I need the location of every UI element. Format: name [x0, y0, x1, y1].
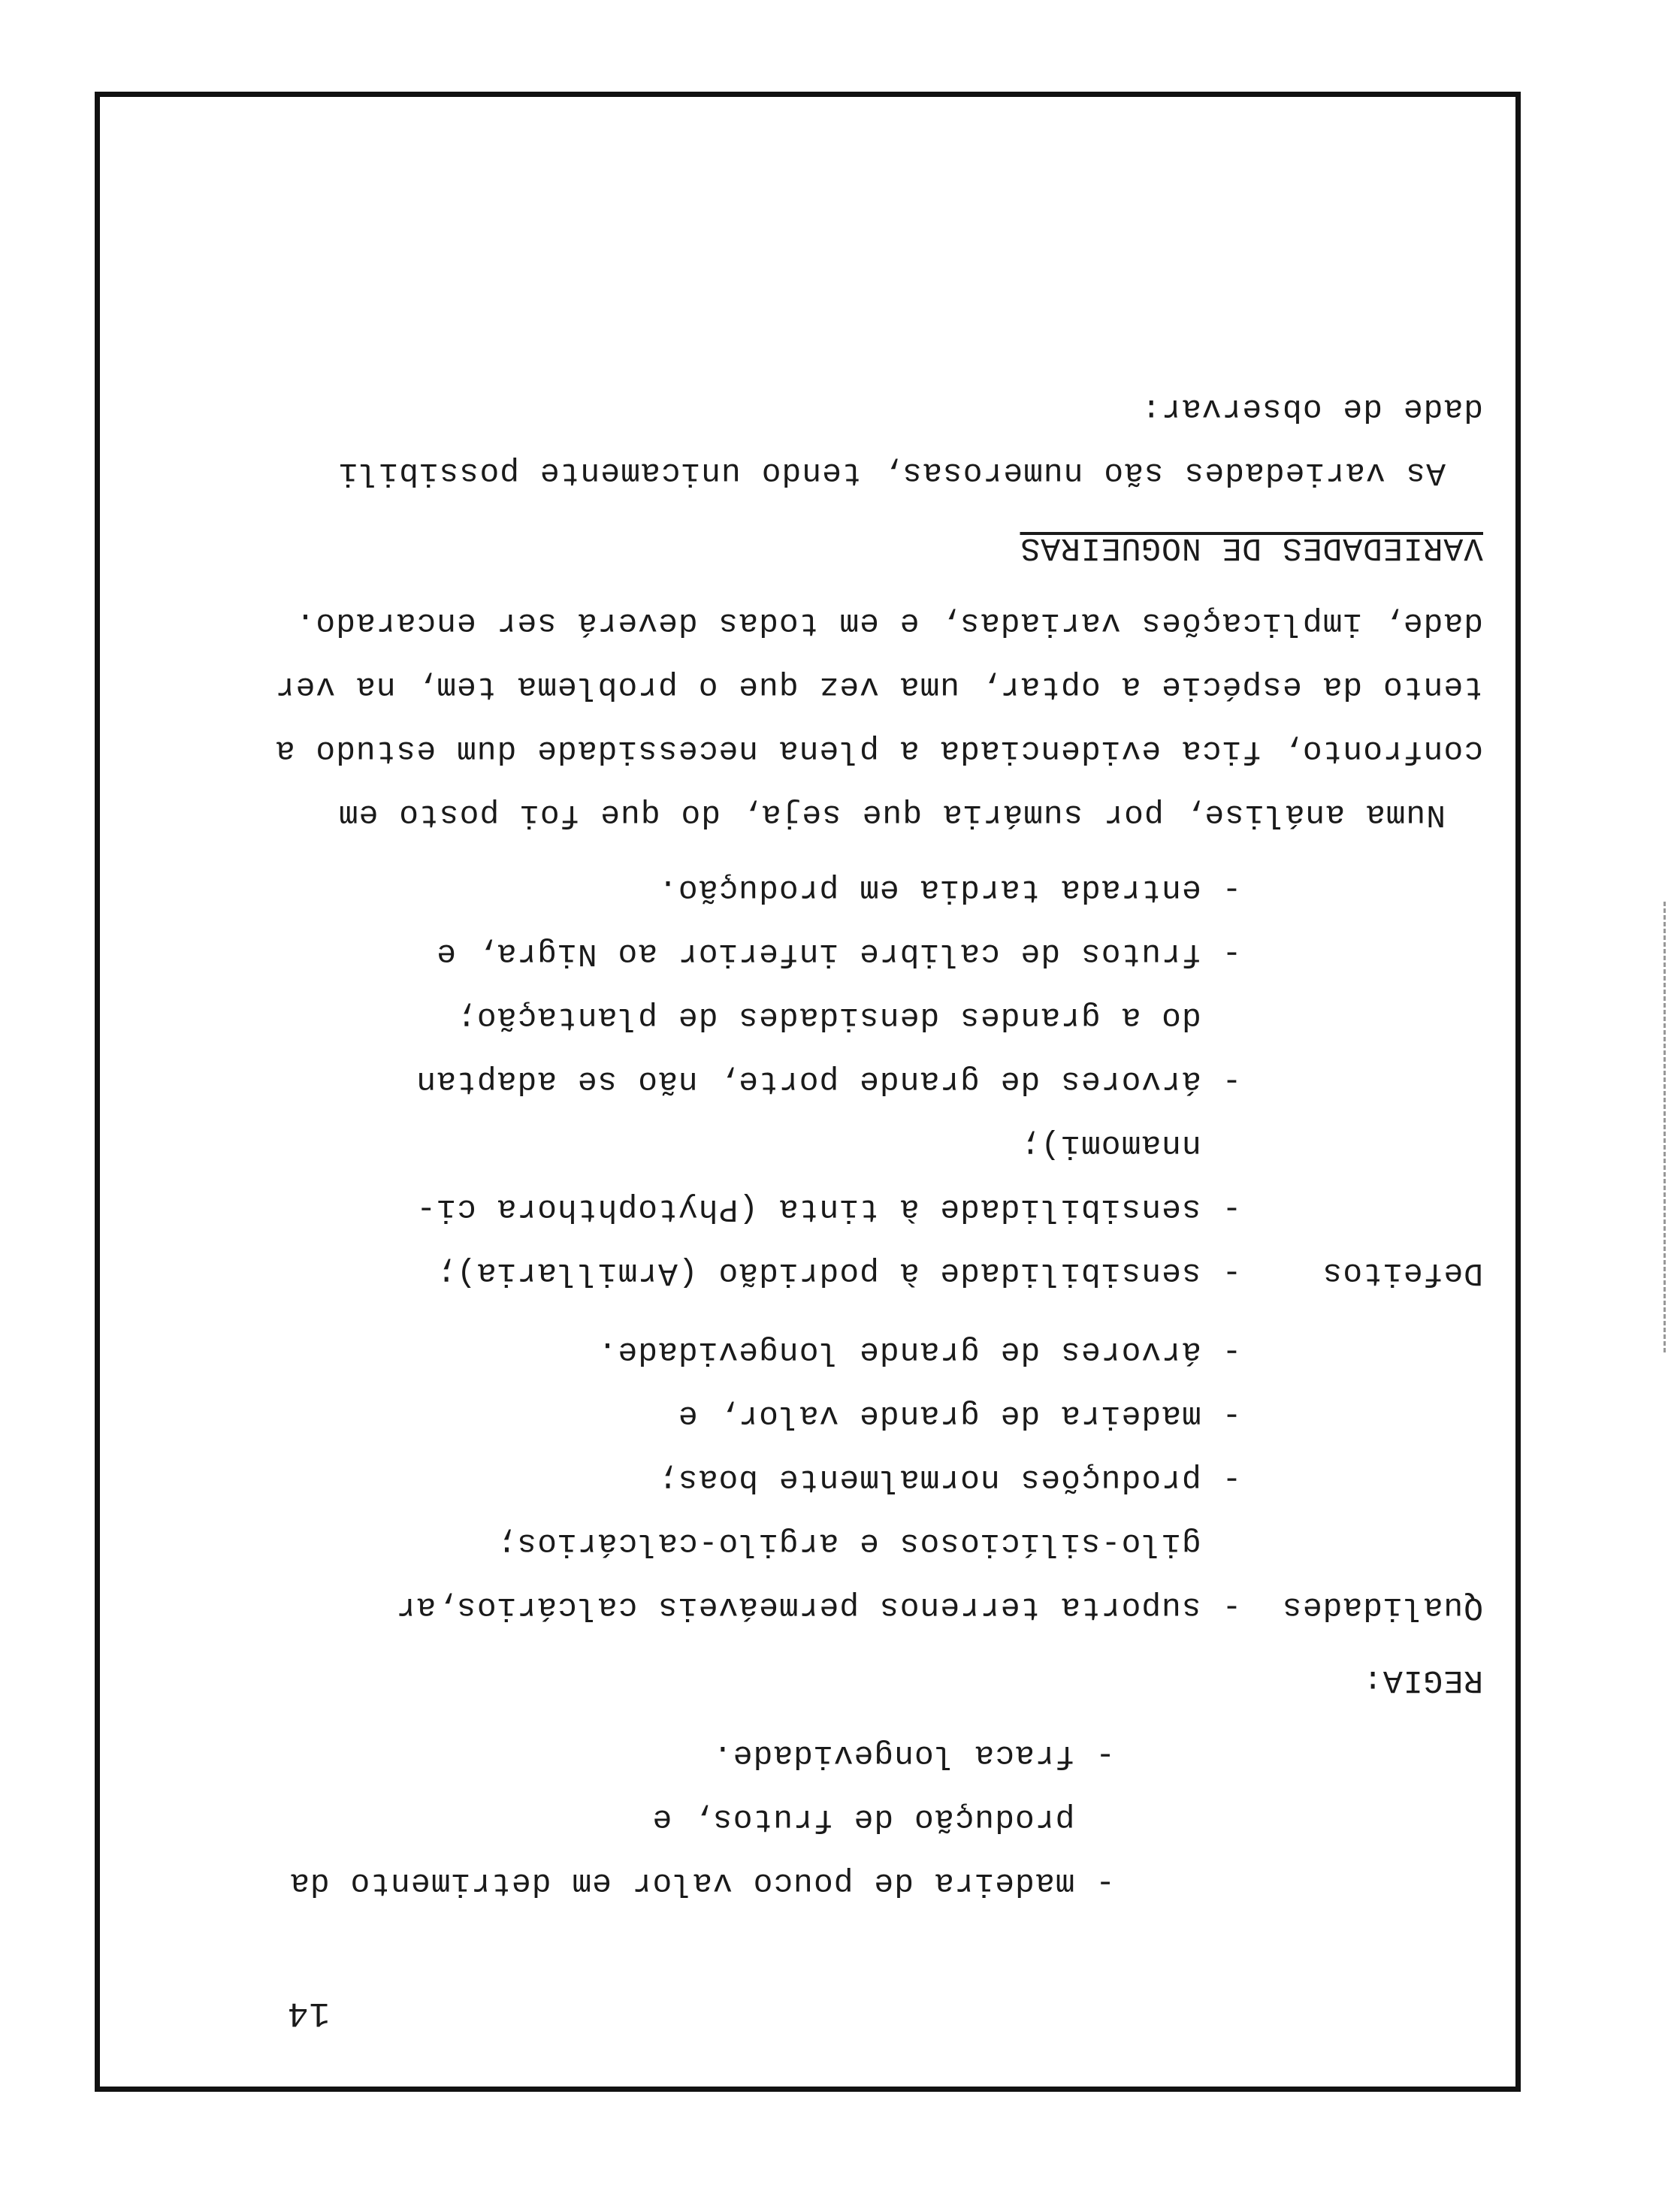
text-line: do a grandes densidades de plantação;	[455, 999, 1483, 1036]
text-line: tento da espécie a optar, uma vez que o problema tem, na ver	[274, 669, 1483, 706]
scan-edge-marks	[1663, 902, 1668, 1352]
text-line: - madeira de grande valor, e	[677, 1398, 1483, 1434]
text-line: Defeitos - sensibilidade à podridão (Armillaria);	[436, 1255, 1483, 1292]
text-line: - sensibilidade à tinta (Phytophthora ci-	[415, 1191, 1483, 1228]
text-line: - árvores de grande porte, não se adaptan	[415, 1063, 1483, 1100]
text-line: - produções normalmente boas;	[657, 1461, 1483, 1498]
page-number: 14	[286, 1993, 330, 2032]
text-line: Numa análise, por sumária que seja, do que foi posto em	[337, 796, 1446, 833]
text-line: - madeira de pouco valor em detrimento da	[289, 1865, 1115, 1902]
text-line: produção de frutos, e	[651, 1801, 1115, 1838]
text-line: gilo-silíciosos e argilo-calcários;	[496, 1525, 1483, 1562]
text-line: nnamomi);	[1020, 1127, 1483, 1164]
text-line: As variedades são numerosas, tendo unicamente possibili	[337, 455, 1446, 491]
text-line: - árvores de grande longevidade.	[597, 1334, 1483, 1370]
section-label-regia: REGIA:	[1362, 1662, 1483, 1699]
text-line: Qualidades - suporta terrenos permeáveis calcários,ar	[395, 1589, 1483, 1626]
text-line: confronto, fica evidenciada a plena necessidade dum estudo a	[274, 733, 1483, 769]
text-line: - fraca longevidade.	[712, 1737, 1115, 1774]
text-line: - entrada tardia em produção.	[657, 872, 1483, 908]
section-heading-variedades: VARIEDADES DE NOGUEIRAS	[1020, 530, 1483, 567]
text-line: dade, implicações variadas, e em todas deverá ser encarado.	[295, 605, 1483, 642]
text-line: - frutos de calibre inferior ao Nigra, e	[436, 935, 1483, 972]
text-line: dade de observar:	[1141, 391, 1483, 428]
